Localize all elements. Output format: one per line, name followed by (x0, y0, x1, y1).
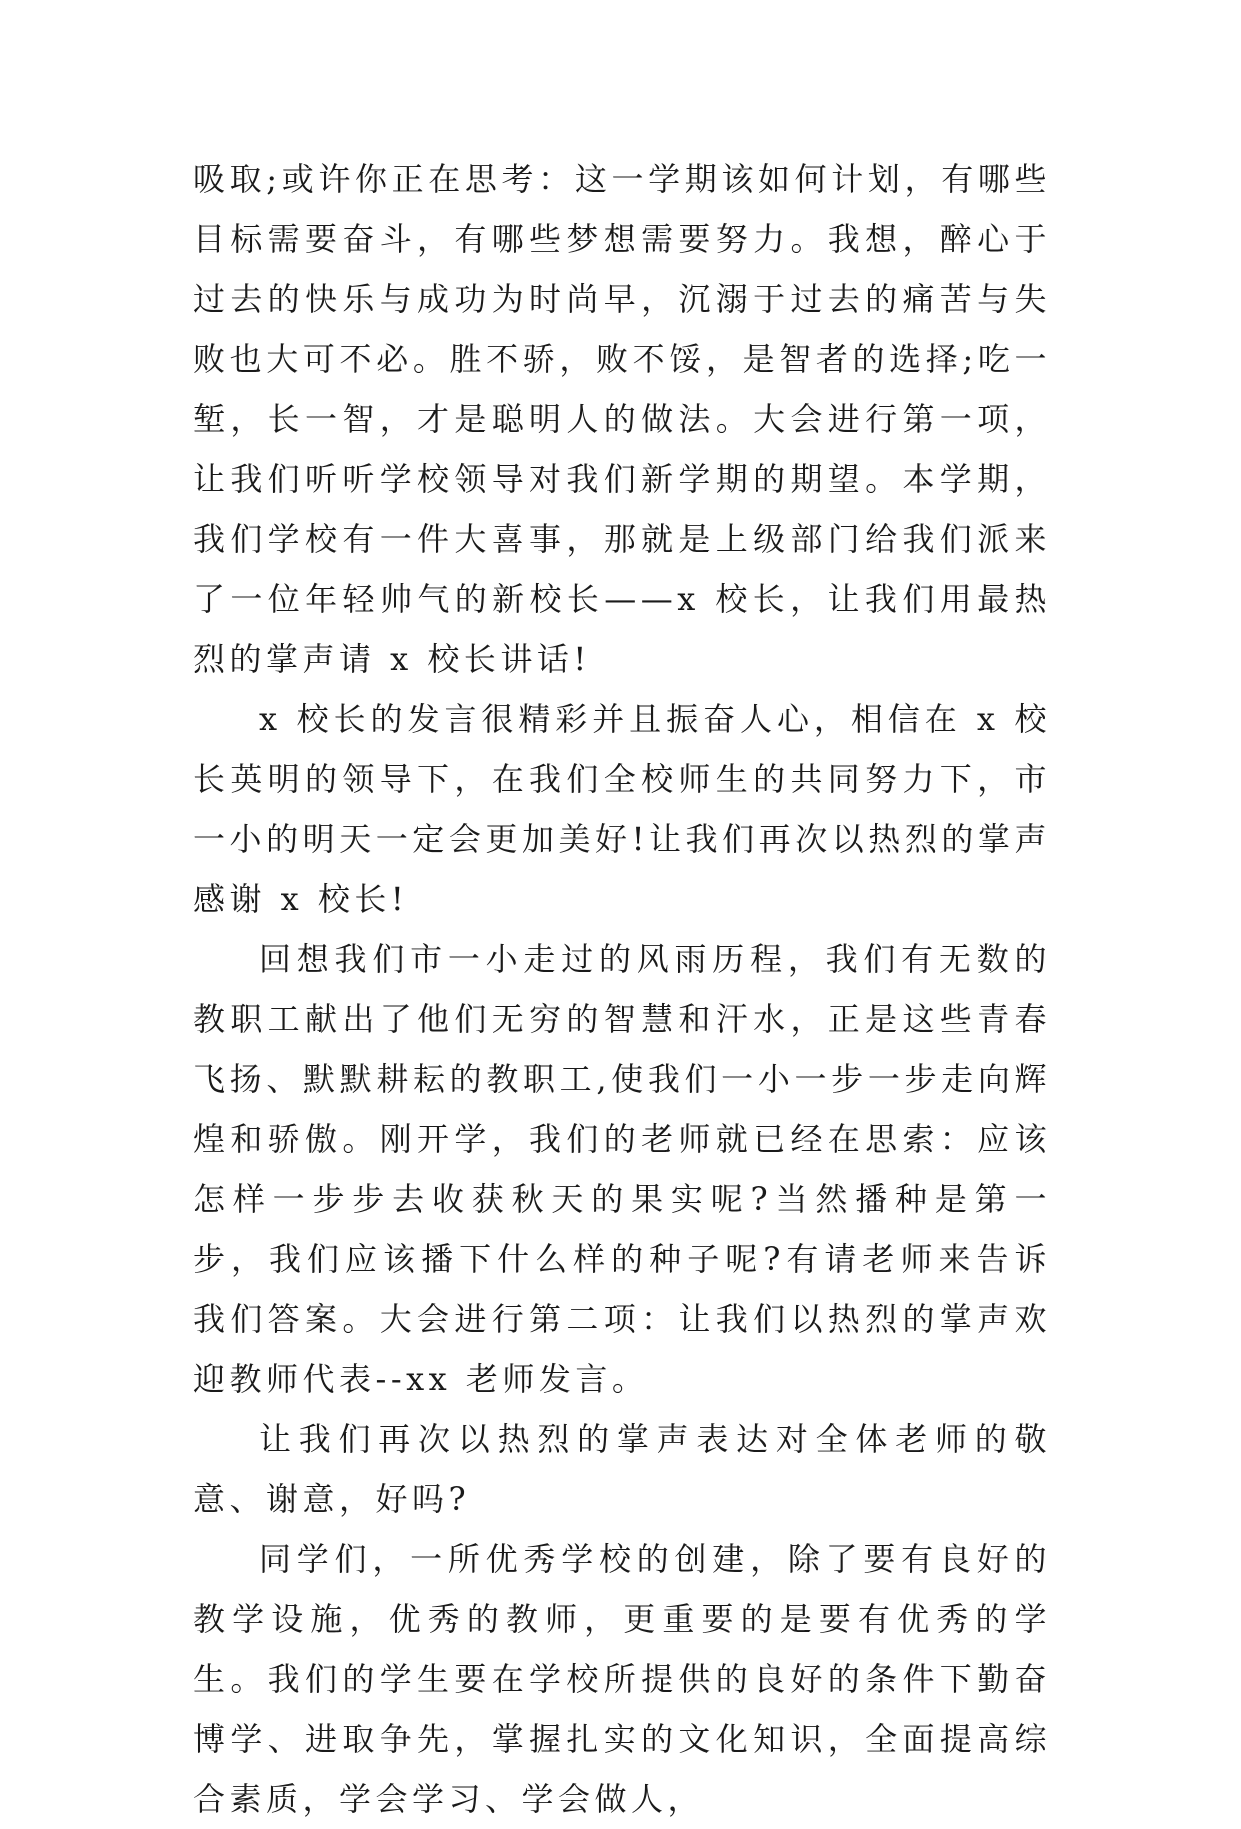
paragraph-1: 吸取;或许你正在思考：这一学期该如何计划，有哪些目标需要奋斗，有哪些梦想需要努力。我想，醉心于过去的快乐与成功为时尚早，沉溺于过去的痛苦与失败也大可不必。胜不骄，败不馁，是智者的选择;吃一堑，长一智，才是聪明人的做法。大会进行第一项，让我们听听学校领导对我们新学期的期望。本学期，我们学校有一件大喜事，那就是上级部门给我们派来了一位年轻帅气的新校长——x 校长，让我们用最热烈的掌声请 x 校长讲话! (193, 160, 1051, 678)
paragraph-2: x 校长的发言很精彩并且振奋人心，相信在 x 校长英明的领导下，在我们全校师生的共同努力下，市一小的明天一定会更加美好!让我们再次以热烈的掌声感谢 x 校长! (193, 700, 1051, 918)
paragraph-3: 回想我们市一小走过的风雨历程，我们有无数的教职工献出了他们无穷的智慧和汗水，正是这些青春飞扬、默默耕耘的教职工,使我们一小一步一步走向辉煌和骄傲。刚开学，我们的老师就已经在思索：应该怎样一步步去收获秋天的果实呢?当然播种是第一步，我们应该播下什么样的种子呢?有请老师来告诉我们答案。大会进行第二项：让我们以热烈的掌声欢迎教师代表--xx 老师发言。 (193, 940, 1051, 1398)
paragraph-5: 同学们，一所优秀学校的创建，除了要有良好的教学设施，优秀的教师，更重要的是要有优秀的学生。我们的学生要在学校所提供的良好的条件下勤奋博学、进取争先，掌握扎实的文化知识，全面提高综合素质，学会学习、学会做人， (193, 1540, 1051, 1818)
document-body (193, 149, 1051, 1829)
paragraph-4: 让我们再次以热烈的掌声表达对全体老师的敬意、谢意，好吗? (193, 1420, 1051, 1518)
